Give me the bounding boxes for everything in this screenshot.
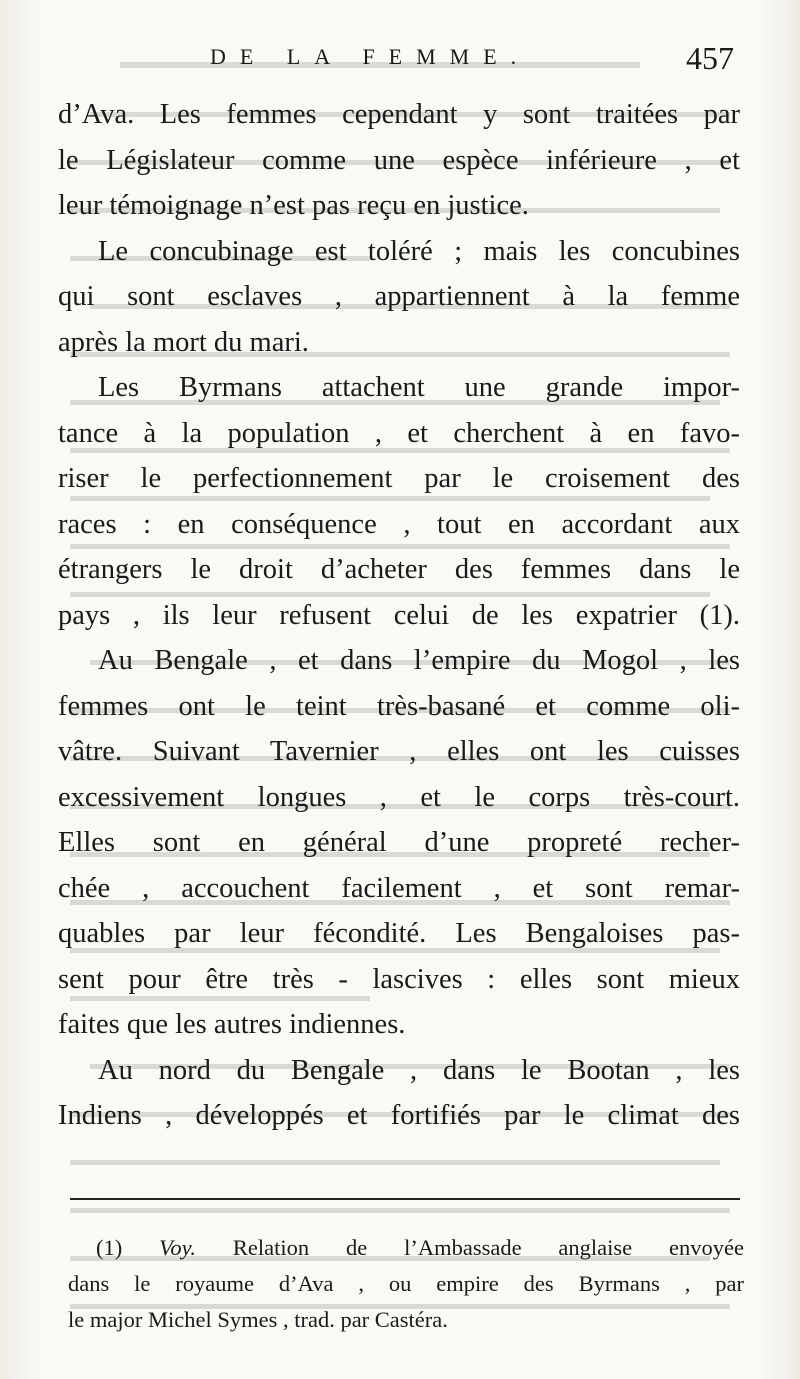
footnote-divider [70,1198,740,1200]
running-head: DE LA FEMME. [210,44,531,69]
text-line: Au nord du Bengale , dans le Bootan , les [98,1054,740,1086]
paragraph [58,229,740,366]
text-line: faites que les autres indiennes. [58,1009,406,1040]
ghost-line [70,1160,720,1165]
footnote-marker: (1) [96,1235,123,1260]
text-line: Indiens , développés et fortifiés par le climat des [58,1100,740,1131]
text-line: Les Byrmans attachent une grande impor- [98,372,740,403]
text-line: races : en conséquence , tout en accordant aux [58,508,740,540]
footnote-line [68,1230,744,1266]
footnote-voy: Voy. [159,1235,196,1260]
text-line: leur témoignage n’est pas reçu en justice. [58,190,529,221]
main-text [58,92,740,1139]
text-line: excessivement longues , et le corps très-court. [58,781,740,813]
paragraph [58,365,740,638]
page-number: 457 [686,40,734,76]
text-line: Au Bengale , et dans l’empire du Mogol , les [98,645,740,676]
footnote-line: dans le royaume d’Ava , ou empire des Byrmans , par [68,1271,744,1296]
text-line: Le concubinage est toléré ; mais les concubines [98,235,740,267]
text-line: sent pour être très - lascives : elles sont mieux [58,963,740,995]
text-line: Elles sont en général d’une propreté recher- [58,827,740,858]
footnote-line: le major Michel Symes , trad. par Castéra. [68,1307,448,1332]
footnote-text: Relation de l’Ambassade anglaise envoyée [232,1235,744,1260]
paragraph [58,1048,740,1139]
text-line: tance à la population , et cherchent à en favo- [58,417,740,449]
ghost-line [70,1208,730,1213]
text-line: qui sont esclaves , appartiennent à la femme [58,281,740,312]
page-header [210,40,740,80]
text-line: le Législateur comme une espèce inférieure , et [58,144,740,176]
text-line: chée , accouchent facilement , et sont remar- [58,872,740,904]
text-line: femmes ont le teint très-basané et comme oli- [58,690,740,722]
paragraph [58,92,740,229]
text-line: étrangers le droit d’acheter des femmes dans le [58,554,740,585]
text-line: quables par leur fécondité. Les Bengaloises pas- [58,918,740,949]
text-line: après la mort du mari. [58,326,309,358]
footnote [68,1230,744,1338]
text-line: pays , ils leur refusent celui de les expatrier (1). [58,599,740,631]
text-line: riser le perfectionnement par le croisement des [58,463,740,494]
text-line: d’Ava. Les femmes cependant y sont traitées par [58,99,740,130]
text-line: vâtre. Suivant Tavernier , elles ont les cuisses [58,736,740,767]
paragraph [58,638,740,1048]
